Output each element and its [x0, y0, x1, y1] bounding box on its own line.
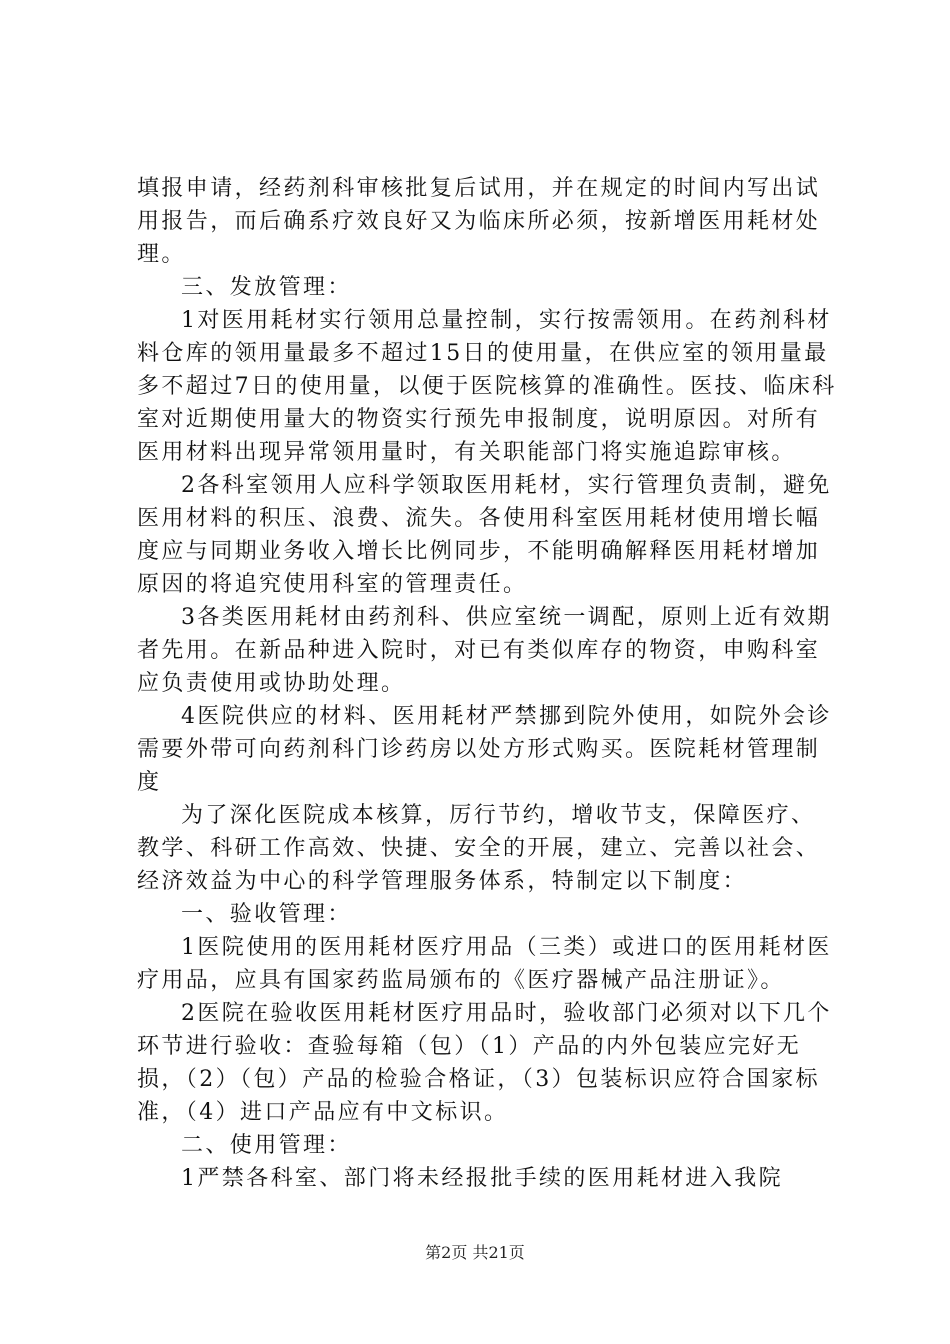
- paragraph-item-4: 4医院供应的材料、医用耗材严禁挪到院外使用，如院外会诊需要外带可向药剂科门诊药房以处方形式购买。医院耗材管理制度: [137, 704, 832, 795]
- paragraph-intro: 为了深化医院成本核算，厉行节约，增收节支，保障医疗、教学、科研工作高效、快捷、安全的开展，建立、完善以社会、经济效益为中心的科学管理服务体系，特制定以下制度：: [137, 803, 821, 894]
- paragraph-item-2: 2各科室领用人应科学领取医用耗材，实行管理负责制，避免医用材料的积压、浪费、流失。各使用科室医用耗材使用增长幅度应与同期业务收入增长比例同步，不能明确解释医用耗材增加原因的将追究使用科室的管理责任。: [137, 473, 832, 597]
- paragraph-acceptance-2: 2医院在验收医用耗材医疗用品时，验收部门必须对以下几个环节进行验收：查验每箱（包）（1）产品的内外包装应完好无损，（2）（包）产品的检验合格证，（3）包装标识应符合国家标准，（4）进口产品应有中文标识。: [137, 1001, 832, 1125]
- paragraph-acceptance-1: 1医院使用的医用耗材医疗用品（三类）或进口的医用耗材医疗用品，应具有国家药监局颁布的《医疗器械产品注册证》。: [137, 935, 832, 993]
- heading-distribution-management: 三、发放管理：: [181, 275, 352, 300]
- paragraph-item-3: 3各类医用耗材由药剂科、供应室统一调配，原则上近有效期者先用。在新品种进入院时，对已有类似库存的物资，申购科室应负责使用或协助处理。: [137, 605, 832, 696]
- paragraph-item-1: 1对医用耗材实行领用总量控制，实行按需领用。在药剂科材料仓库的领用量最多不超过15日的使用量，在供应室的领用量最多不超过7日的使用量，以便于医院核算的准确性。医技、临床科室对近期使用量大的物资实行预先申报制度，说明原因。对所有医用材料出现异常领用量时，有关职能部门将实施追踪审核。: [137, 308, 837, 465]
- heading-usage-management: 二、使用管理：: [181, 1133, 352, 1158]
- paragraph-continuation: 填报申请，经药剂科审核批复后试用，并在规定的时间内写出试用报告，而后确系疗效良好又为临床所必须，按新增医用耗材处理。: [137, 176, 821, 267]
- page-number-footer: 第2页 共21页: [425, 1243, 525, 1262]
- paragraph-usage-1: 1严禁各科室、部门将未经报批手续的医用耗材进入我院: [181, 1166, 783, 1191]
- heading-acceptance-management: 一、验收管理：: [181, 902, 352, 927]
- document-body: [137, 172, 837, 1195]
